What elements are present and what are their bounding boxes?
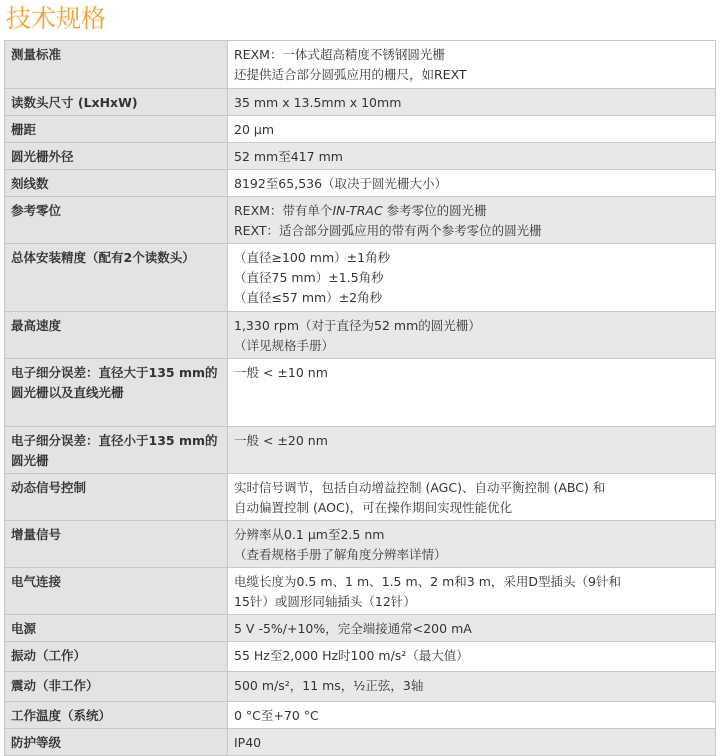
row-label: 工作温度（系统）: [5, 702, 228, 729]
row-label: 参考零位: [5, 197, 228, 244]
row-label: 栅距: [5, 116, 228, 143]
table-row: [5, 244, 716, 312]
row-value: 一般 < ±10 nm: [228, 359, 716, 427]
row-label: 电子细分误差：直径大于135 mm的圆光栅以及直线光栅: [5, 359, 228, 427]
row-value: 52 mm至417 mm: [228, 143, 716, 170]
table-row: [5, 116, 716, 143]
row-value: 5 V -5%/+10%，完全端接通常<200 mA: [228, 615, 716, 642]
table-row: [5, 642, 716, 672]
table-row: [5, 474, 716, 521]
row-value: 实时信号调节，包括自动增益控制 (AGC)、自动平衡控制 (ABC) 和 自动偏置控制 (AOC)，可在操作期间实现性能优化: [228, 474, 716, 521]
table-row: [5, 427, 716, 474]
row-value: 8192至65,536（取决于圆光栅大小）: [228, 170, 716, 197]
row-value: 一般 < ±20 nm: [228, 427, 716, 474]
row-label: 电气连接: [5, 568, 228, 615]
table-row: [5, 170, 716, 197]
row-label: 测量标准: [5, 41, 228, 89]
row-label: 最高速度: [5, 312, 228, 359]
row-value: 分辨率从0.1 µm至2.5 nm （查看规格手册了解角度分辨率详情）: [228, 521, 716, 568]
row-value: 电缆长度为0.5 m、1 m、1.5 m、2 m和3 m，采用D型插头（9针和 15针）或圆形同轴插头（12针）: [228, 568, 716, 615]
row-label: 振动（工作）: [5, 642, 228, 672]
table-row: [5, 702, 716, 729]
row-value: 20 µm: [228, 116, 716, 143]
in-trac-term: IN-TRAC: [332, 203, 383, 218]
table-row: [5, 672, 716, 702]
row-value: 35 mm x 13.5mm x 10mm: [228, 89, 716, 116]
row-value: （直径≥100 mm）±1角秒 （直径75 mm）±1.5角秒 （直径≤57 mm）±2角秒: [228, 244, 716, 312]
table-row: [5, 729, 716, 756]
row-label: 圆光栅外径: [5, 143, 228, 170]
row-value: 1,330 rpm（对于直径为52 mm的圆光栅） （详见规格手册）: [228, 312, 716, 359]
row-label: 刻线数: [5, 170, 228, 197]
row-value: IP40: [228, 729, 716, 756]
table-row: [5, 143, 716, 170]
row-value: 500 m/s²，11 ms，½正弦，3轴: [228, 672, 716, 702]
row-label: 电源: [5, 615, 228, 642]
row-label: 防护等级: [5, 729, 228, 756]
row-value: REXM：一体式超高精度不锈钢圆光栅 还提供适合部分圆弧应用的栅尺，如REXT: [228, 41, 716, 89]
table-row: [5, 359, 716, 427]
table-row: [5, 312, 716, 359]
row-value: REXM：带有单个IN-TRAC 参考零位的圆光栅 REXT：适合部分圆弧应用的带有两个参考零位的圆光栅: [228, 197, 716, 244]
row-label: 总体安装精度（配有2个读数头）: [5, 244, 228, 312]
row-label: 电子细分误差：直径小于135 mm的圆光栅: [5, 427, 228, 474]
row-label: 动态信号控制: [5, 474, 228, 521]
row-label: 读数头尺寸 (LxHxW): [5, 89, 228, 116]
table-row: [5, 197, 716, 244]
table-row: [5, 89, 716, 116]
table-row: [5, 41, 716, 89]
page-title: 技术规格: [6, 4, 107, 33]
table-row: [5, 521, 716, 568]
table-row: [5, 615, 716, 642]
spec-table: [4, 40, 716, 756]
row-label: 震动（非工作）: [5, 672, 228, 702]
row-value: 0 °C至+70 °C: [228, 702, 716, 729]
row-value: 55 Hz至2,000 Hz时100 m/s²（最大值）: [228, 642, 716, 672]
table-row: [5, 568, 716, 615]
row-label: 增量信号: [5, 521, 228, 568]
